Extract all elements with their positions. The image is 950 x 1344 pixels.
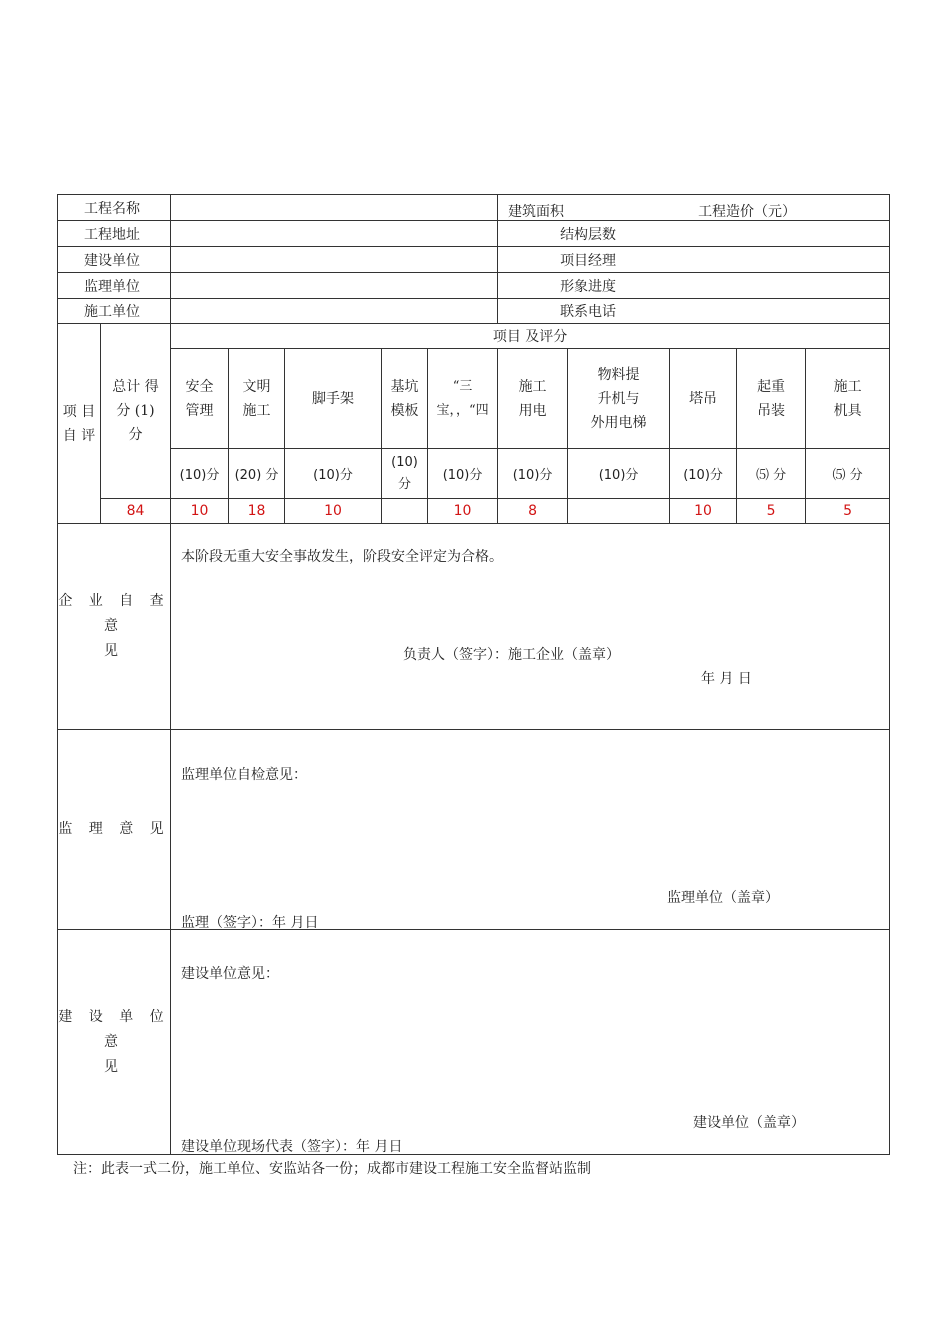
label-structure-floors: 结构层数 <box>498 221 890 247</box>
max-score: (10)分 <box>498 449 568 499</box>
enterprise-date: 年 月 日 <box>701 671 752 687</box>
info-row <box>58 273 890 299</box>
item-tower-crane: 塔吊 <box>670 349 737 449</box>
construction-opinion-row <box>58 930 890 1155</box>
score-value[interactable]: 10 <box>171 499 229 524</box>
label-project-manager: 项目经理 <box>498 247 890 273</box>
score-value[interactable] <box>568 499 670 524</box>
info-row <box>58 299 890 324</box>
max-score: (10) 分 <box>382 449 428 499</box>
supervision-opinion-label: 监 理 意 见 <box>58 730 171 930</box>
max-score: ⑸ 分 <box>806 449 890 499</box>
supervision-opinion-text: 监理单位自检意见： <box>181 767 307 783</box>
item-machinery: 施工 机具 <box>806 349 890 449</box>
area-cost-cell <box>498 195 890 221</box>
supervision-unit-field[interactable] <box>171 273 498 299</box>
label-project-name: 工程名称 <box>58 195 171 221</box>
max-score: (10)分 <box>428 449 498 499</box>
label-supervision-unit: 监理单位 <box>58 273 171 299</box>
supervision-opinion-row <box>58 730 890 930</box>
label-building-area: 建筑面积 <box>508 204 565 220</box>
info-row <box>58 195 890 221</box>
score-value[interactable]: 18 <box>229 499 285 524</box>
project-address-field[interactable] <box>171 221 498 247</box>
item-civilized-construction: 文明 施工 <box>229 349 285 449</box>
enterprise-signature: 负责人（签字）：施工企业（盖章） <box>403 647 620 663</box>
item-material-hoist: 物料提 升机与 外用电梯 <box>568 349 670 449</box>
score-header-row <box>58 324 890 349</box>
enterprise-opinion-label: 企 业 自 查 意 见 <box>58 524 171 730</box>
max-score: (10)分 <box>171 449 229 499</box>
max-score-row <box>58 449 890 499</box>
max-score: (20) 分 <box>229 449 285 499</box>
item-three-treasures: “三 宝，，“四 <box>428 349 498 449</box>
supervision-signature: 监理（签字）：年 月日 <box>181 915 319 930</box>
safety-evaluation-table <box>57 194 890 1155</box>
score-value[interactable] <box>382 499 428 524</box>
max-score: (10)分 <box>670 449 737 499</box>
construction-stamp: 建设单位（盖章） <box>693 1115 805 1131</box>
item-foundation-formwork: 基坑 模板 <box>382 349 428 449</box>
actual-score-row <box>58 499 890 524</box>
construction-signature: 建设单位现场代表（签字）：年 月日 <box>181 1139 403 1155</box>
item-safety-management: 安全 管理 <box>171 349 229 449</box>
info-row <box>58 221 890 247</box>
score-value[interactable]: 8 <box>498 499 568 524</box>
score-value[interactable]: 10 <box>285 499 382 524</box>
label-project-cost: 工程造价（元） <box>698 204 797 220</box>
label-contractor: 施工单位 <box>58 299 171 324</box>
project-name-field[interactable] <box>171 195 498 221</box>
item-electricity: 施工 用电 <box>498 349 568 449</box>
item-names-row <box>58 349 890 449</box>
label-phone: 联系电话 <box>498 299 890 324</box>
construction-unit-field[interactable] <box>171 247 498 273</box>
label-progress: 形象进度 <box>498 273 890 299</box>
total-score-value[interactable]: 84 <box>101 499 171 524</box>
supervision-opinion-cell[interactable] <box>171 730 890 930</box>
label-construction-unit: 建设单位 <box>58 247 171 273</box>
enterprise-opinion-text: 本阶段无重大安全事故发生，阶段安全评定为合格。 <box>181 549 503 565</box>
supervision-stamp: 监理单位（盖章） <box>667 890 779 906</box>
enterprise-opinion-row <box>58 524 890 730</box>
construction-opinion-label: 建 设 单 位 意 见 <box>58 930 171 1155</box>
construction-opinion-cell[interactable] <box>171 930 890 1155</box>
max-score: (10)分 <box>568 449 670 499</box>
max-score: (10)分 <box>285 449 382 499</box>
score-value[interactable]: 5 <box>806 499 890 524</box>
item-lifting: 起重 吊装 <box>737 349 806 449</box>
item-scaffolding: 脚手架 <box>285 349 382 449</box>
score-value[interactable]: 10 <box>670 499 737 524</box>
enterprise-opinion-cell[interactable] <box>171 524 890 730</box>
self-evaluation-label: 项 目 自 评 <box>58 324 101 524</box>
score-value[interactable]: 5 <box>737 499 806 524</box>
info-row <box>58 247 890 273</box>
footer-note: 注：此表一式二份，施工单位、安监站各一份；成都市建设工程施工安全监督站监制 <box>73 1161 591 1177</box>
items-header: 项目 及评分 <box>171 324 890 349</box>
contractor-field[interactable] <box>171 299 498 324</box>
label-project-address: 工程地址 <box>58 221 171 247</box>
max-score: ⑸ 分 <box>737 449 806 499</box>
construction-opinion-text: 建设单位意见： <box>181 966 279 982</box>
total-score-label: 总计 得 分 (1) 分 <box>101 324 171 499</box>
score-value[interactable]: 10 <box>428 499 498 524</box>
